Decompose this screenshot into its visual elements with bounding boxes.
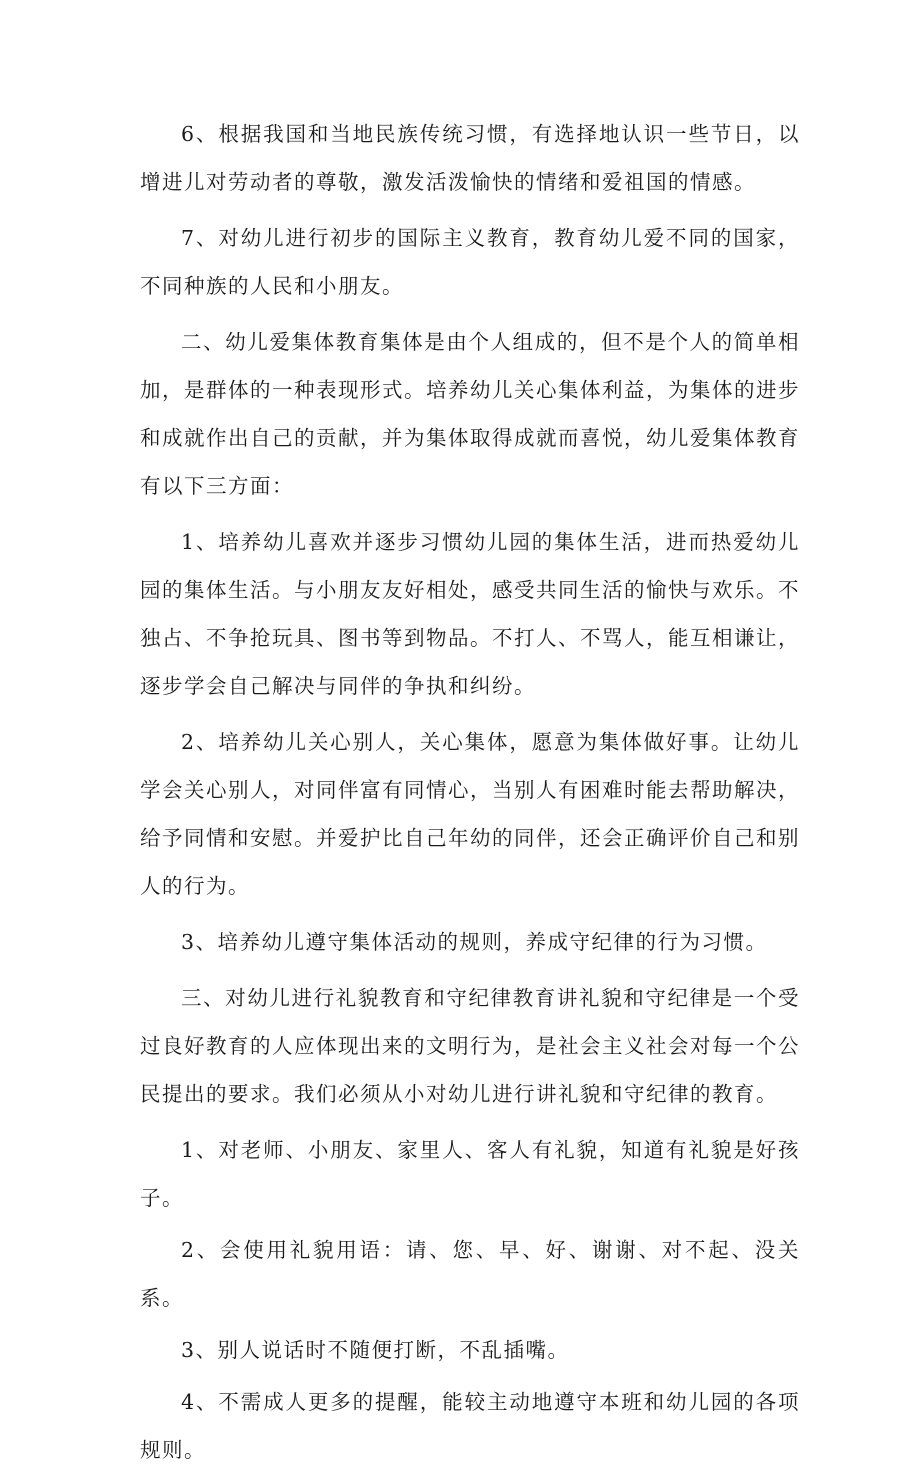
paragraph-manners-1: 1、对老师、小朋友、家里人、客人有礼貌，知道有礼貌是好孩子。 [140,1138,800,1210]
section-3-manners-discipline: 三、对幼儿进行礼貌教育和守纪律教育讲礼貌和守纪律是一个受过良好教育的人应体现出来的文明行为，是社会主义社会对每一个公民提出的要求。我们必须从小对幼儿进行讲礼貌和守纪律的教育。 [140,986,800,1106]
paragraph-7-internationalism: 7、对幼儿进行初步的国际主义教育，教育幼儿爱不同的国家，不同种族的人民和小朋友。 [140,226,800,298]
paragraph-collective-3: 3、培养幼儿遵守集体活动的规则，养成守纪律的行为习惯。 [181,930,768,954]
paragraph-manners-2: 2、会使用礼貌用语：请、您、早、好、谢谢、对不起、没关系。 [140,1238,800,1310]
paragraph-manners-4: 4、不需成人更多的提醒，能较主动地遵守本班和幼儿园的各项规则。 [140,1390,800,1462]
paragraph-collective-1: 1、培养幼儿喜欢并逐步习惯幼儿园的集体生活，进而热爱幼儿园的集体生活。与小朋友友好相处，感受共同生活的愉快与欢乐。不独占、不争抢玩具、图书等到物品。不打人、不骂人，能互相谦让，逐步学会自己解决与同伴的争执和纠纷。 [140,530,800,698]
document-body [140,110,800,1478]
section-2-collective-education: 二、幼儿爱集体教育集体是由个人组成的，但不是个人的简单相加，是群体的一种表现形式。培养幼儿关心集体利益，为集体的进步和成就作出自己的贡献，并为集体取得成就而喜悦，幼儿爱集体教育有以下三方面： [140,330,800,498]
paragraph-6-festivals: 6、根据我国和当地民族传统习惯，有选择地认识一些节日，以增进儿对劳动者的尊敬，激发活泼愉快的情绪和爱祖国的情感。 [140,122,800,194]
paragraph-collective-2: 2、培养幼儿关心别人，关心集体，愿意为集体做好事。让幼儿学会关心别人，对同伴富有同情心，当别人有困难时能去帮助解决，给予同情和安慰。并爱护比自己年幼的同伴，还会正确评价自己和别人的行为。 [140,730,800,898]
paragraph-manners-3: 3、别人说话时不随便打断，不乱插嘴。 [181,1338,570,1362]
